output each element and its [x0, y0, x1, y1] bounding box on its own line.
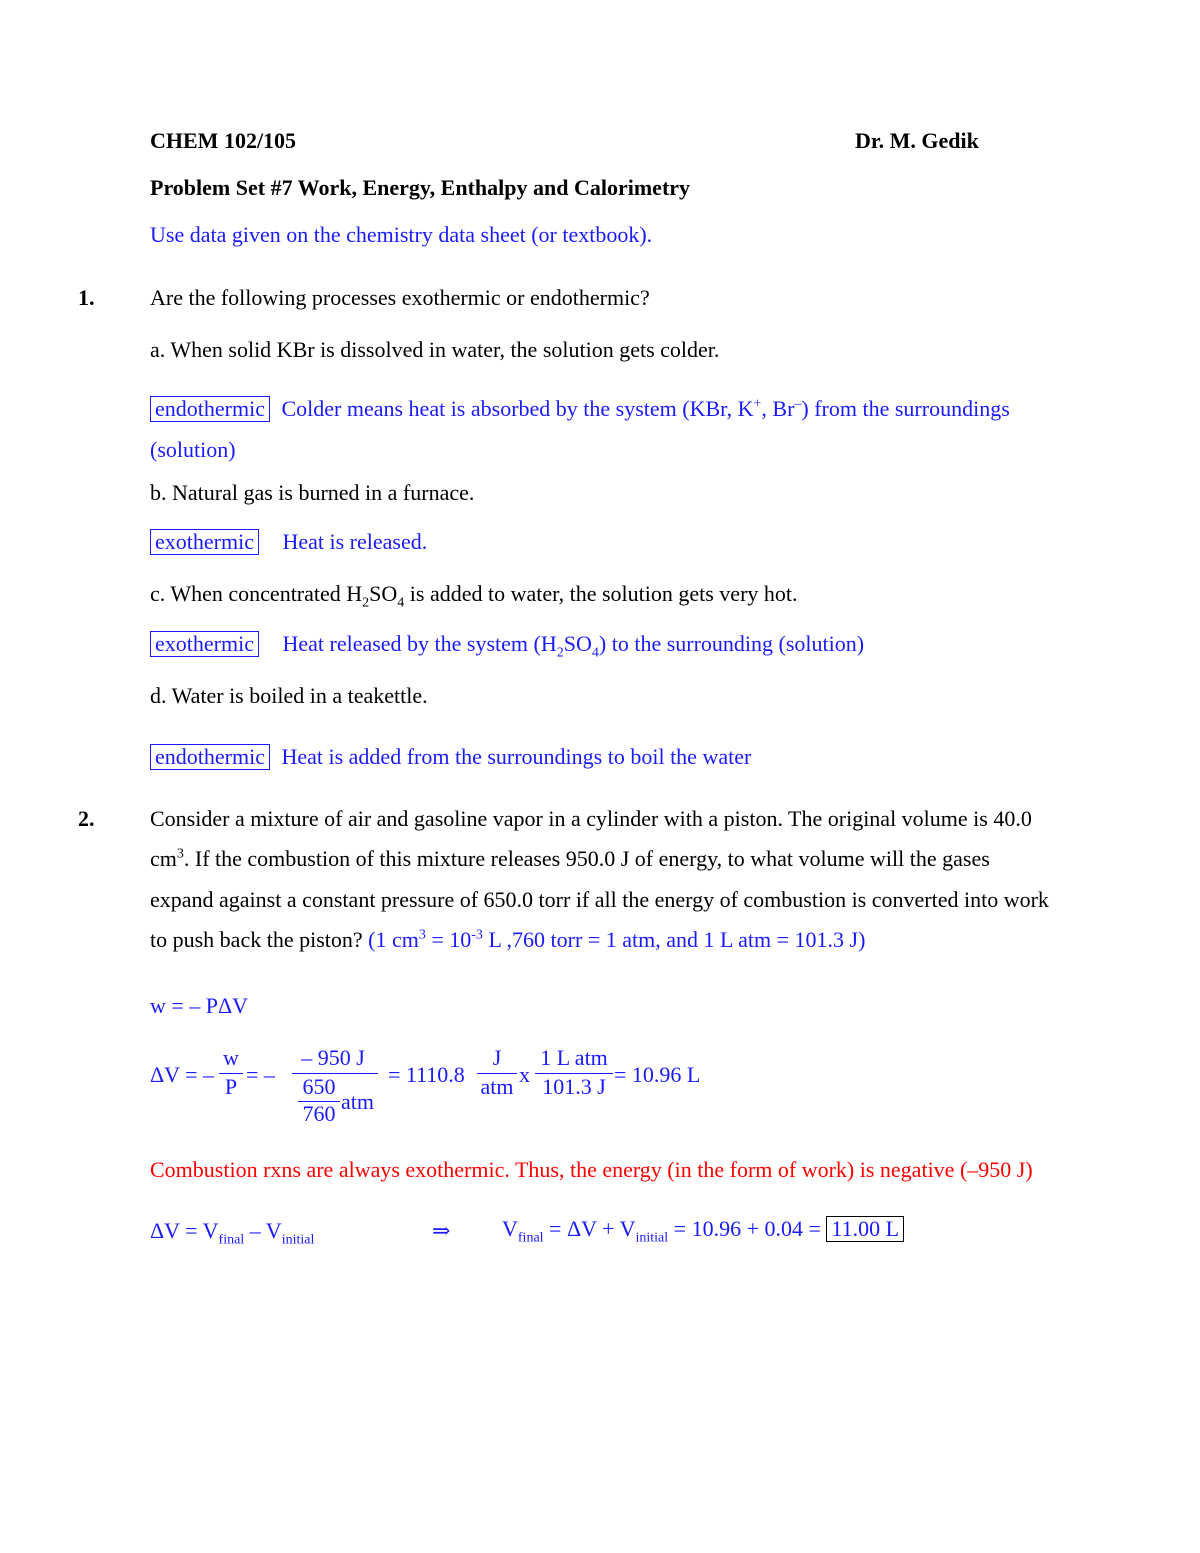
final-volume-definition: $\Delta V = V_{final} - V_{initial}$ [150, 1218, 315, 1248]
conversion-denominator: 101.3 J [542, 1074, 606, 1099]
answer-1d [150, 744, 751, 770]
combustion-note: Combustion rxns are always exothermic. Thus, the energy (in the form of work) is negative (–950 J) [150, 1157, 1033, 1182]
question-1-prompt: Are the following processes exothermic or endothermic? [150, 285, 650, 310]
question-2-line-4: to push back the piston? (1 $cm^3 = 10^{-3}$ L ,760 torr = 1 atm, and 1 L atm = 101.3 J) [150, 927, 866, 952]
answer-1c-box: exothermic [150, 631, 259, 657]
pressure-numerator: 650 [302, 1074, 336, 1099]
work-equation: w = – PΔV [150, 993, 249, 1018]
answer-1d-box: endothermic [150, 744, 270, 770]
w-denominator: P [224, 1074, 238, 1099]
volume-result: = 10.96 L [614, 1062, 701, 1087]
final-volume-calculation: $V_{final} = \Delta V + V_{initial} = 10.96 + 0.04 = 11.00$ L [502, 1216, 904, 1242]
explanation-1b: Heat is released. [282, 529, 428, 554]
pressure-denominator: 760 [302, 1101, 336, 1126]
explanation-1a-cont: (solution) [150, 437, 236, 462]
explanation-1d: Heat is added from the surroundings to boil the water [281, 744, 752, 769]
pressure-unit: atm [341, 1089, 374, 1114]
question-2-number: 2. [78, 806, 95, 831]
times-sign: x [519, 1062, 530, 1087]
answer-1a [150, 396, 1010, 422]
instructor-name: Dr. M. Gedik [855, 128, 979, 153]
answer-1a-box: endothermic [150, 396, 270, 422]
question-1d: d. Water is boiled in a teakettle. [150, 683, 428, 708]
question-2-line-3: expand against a constant pressure of 650.0 torr if all the energy of combustion is converted into work [150, 887, 1049, 912]
question-2-line-2: $cm^3$. If the combustion of this mixture releases 950.0 J of energy, to what volume will the gases [150, 846, 990, 871]
conversion-factors: (1 $cm^3 = 10^{-3}$ L ,760 torr = 1 atm, and 1 L atm = 101.3 J) [368, 927, 866, 952]
unit-j-numerator: J [492, 1045, 502, 1070]
intermediate-value: = 1110.8 [388, 1062, 465, 1087]
question-1a: a. When solid KBr is dissolved in water, the solution gets colder. [150, 337, 720, 362]
conversion-numerator: 1 L atm [540, 1045, 608, 1070]
energy-numerator: – 950 J [301, 1045, 365, 1070]
final-answer-box: 11.00 L [826, 1216, 904, 1242]
answer-1c [150, 631, 865, 661]
question-1b: b. Natural gas is burned in a furnace. [150, 480, 475, 505]
equals-minus: = – [246, 1062, 275, 1087]
explanation-1c: Heat released by the system $(H_2SO_4)$ to the surrounding (solution) [282, 631, 865, 661]
question-2-line-1: Consider a mixture of air and gasoline vapor in a cylinder with a piston. The original volume is 40.0 [150, 806, 1032, 831]
page-title: Problem Set #7 Work, Energy, Enthalpy and Calorimetry [150, 175, 691, 200]
course-code: CHEM 102/105 [150, 128, 297, 153]
explanation-1a: Colder means heat is absorbed by the system (KBr, K+, Br–) from the surroundings [281, 396, 1010, 421]
w-numerator: w [223, 1045, 239, 1070]
answer-1b [150, 529, 427, 555]
implies-arrow: ⇒ [432, 1218, 451, 1243]
unit-atm-denominator: atm [480, 1074, 514, 1099]
answer-1b-box: exothermic [150, 529, 259, 555]
instructions: Use data given on the chemistry data sheet (or textbook). [150, 222, 653, 247]
dv-lhs: ΔV = – [150, 1062, 215, 1087]
question-1-number: 1. [78, 285, 95, 310]
question-1c: c. When concentrated $H_2SO_4$ is added to water, the solution gets very hot. [150, 581, 798, 611]
